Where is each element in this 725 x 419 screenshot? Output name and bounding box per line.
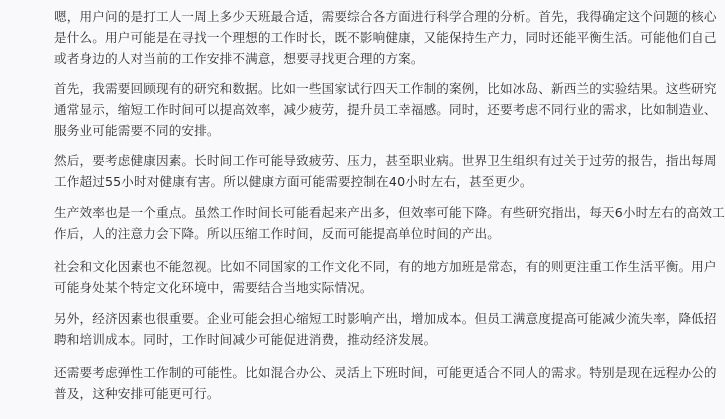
text-line: 生产效率也是一个重点。虽然工作时间长可能看起来产出多，但效率可能下降。有些研究指出，每天6小时左右的高效工 bbox=[54, 205, 725, 220]
text-line: 还需要考虑弹性工作制的可能性。比如混合办公、灵活上下班时间，可能更适合不同人的需求。特别是现在远程办公的 bbox=[54, 365, 717, 380]
paragraph-health bbox=[54, 150, 717, 192]
text-line: 普及，这种安排可能更可行。 bbox=[54, 386, 220, 401]
text-line: 服务业可能需要不同的安排。 bbox=[54, 123, 220, 138]
paragraph-productivity bbox=[54, 202, 725, 244]
text-line: 工作超过55小时对健康有害。所以健康方面可能需要控制在40小时左右，甚至更少。 bbox=[54, 174, 533, 189]
text-line: 可能身处某个特定文化环境中，需要结合当地实际情况。 bbox=[54, 280, 373, 295]
paragraph-flexible-work bbox=[54, 362, 717, 404]
text-line: 或者身边的人对当前的工作安排不满意，想要寻找更合理的方案。 bbox=[54, 51, 424, 66]
text-line: 通常显示，缩短工作时间可以提高效率，减少疲劳，提升员工幸福感。同时，还要考虑不同行业的需求，比如制造业、 bbox=[54, 102, 717, 117]
text-line: 作后，人的注意力会下降。所以压缩工作时间，反而可能提高单位时间的产出。 bbox=[54, 226, 501, 241]
text-line: 首先，我需要回顾现有的研究和数据。比如一些国家试行四天工作制的案例，比如冰岛、新西兰的实验结果。这些研究 bbox=[54, 81, 717, 96]
text-line: 社会和文化因素也不能忽视。比如不同国家的工作文化不同，有的地方加班是常态，有的则更注重工作生活平衡。用户 bbox=[54, 259, 717, 274]
paragraph-core-question bbox=[54, 6, 717, 69]
paragraph-culture bbox=[54, 256, 717, 298]
text-line: 嗯，用户问的是打工人一周上多少天班最合适，需要综合各方面进行科学合理的分析。首先，我得确定这个问题的核心 bbox=[54, 9, 717, 24]
text-line: 是什么。用户可能是在寻找一个理想的工作时长，既不影响健康，又能保持生产力，同时还能平衡生活。可能他们自己 bbox=[54, 30, 717, 45]
text-line: 聘和培训成本。同时，工作时间减少可能促进消费，推动经济发展。 bbox=[54, 332, 437, 347]
text-line: 另外，经济因素也很重要。企业可能会担心缩短工时影响产出，增加成本。但员工满意度提高可能减少流失率，降低招 bbox=[54, 311, 717, 326]
paragraph-economy bbox=[54, 308, 717, 350]
text-line: 然后，要考虑健康因素。长时间工作可能导致疲劳、压力，甚至职业病。世界卫生组织有过关于过劳的报告，指出每周 bbox=[54, 153, 717, 168]
paragraph-research-data bbox=[54, 78, 717, 141]
bottom-fade bbox=[0, 413, 640, 419]
